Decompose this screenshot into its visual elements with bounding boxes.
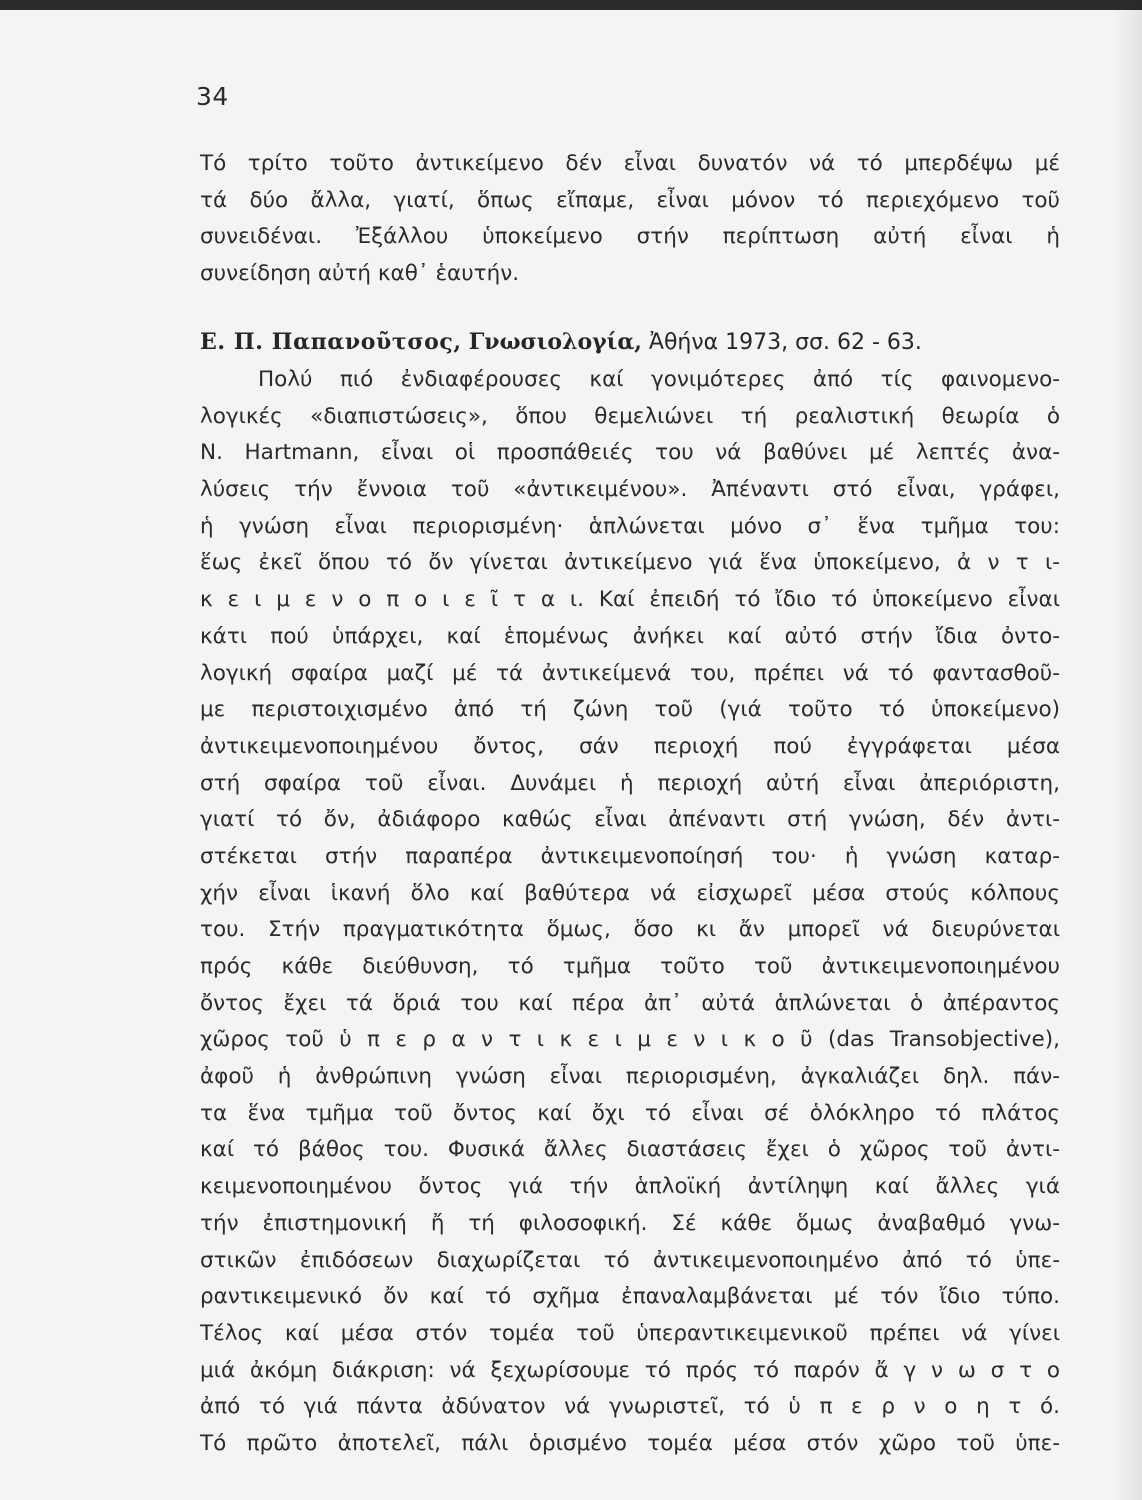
text-line: γιατί τό ὄν, ἀδιάφορο καθώς εἶναι ἀπέναντι στή γνώση, δέν ἀντι- [200,807,1060,833]
text-line: στέκεται στήν παραπέρα ἀντικειμενοποίησή του· ἡ γνώση καταρ- [200,843,1060,869]
text-line: ἀφοῦ ἡ ἀνθρώπινη γνώση εἶναι περιορισμένη, ἀγκαλιάζει δηλ. πάν- [200,1064,1060,1090]
text-line: τα ἕνα τμῆμα τοῦ ὄντος καί ὄχι τό εἶναι σέ ὁλόκληρο τό πλάτος [200,1100,1060,1126]
text-line: ἀπό τό γιά πάντα ἀδύνατον νά γνωριστεῖ, τό ὑ π ε ρ ν ο η τ ό. [200,1394,1060,1420]
text-line: συνείδηση αὐτή καθ᾿ ἑαυτήν. [200,261,520,287]
text-line: κειμενοποιημένου ὄντος γιά τήν ἁπλοϊκή ἀντίληψη καί ἄλλες γιά [200,1174,1060,1200]
text-line: Πολύ πιό ἐνδιαφέρουσες καί γονιμότερες ἀπό τίς φαινομενο- [258,367,1060,392]
bibliographic-reference [200,324,1060,361]
text-line: του. Στήν πραγματικότητα ὅμως, ὅσο κι ἄν μπορεῖ νά διευρύνεται [200,917,1060,943]
text-line: μιά ἀκόμη διάκριση: νά ξεχωρίσουμε τό πρός τό παρόν ἄ γ ν ω σ τ ο [200,1357,1060,1383]
text-line: Τό τρίτο τοῦτο ἀντικείμενο δέν εἶναι δυνατόν νά τό μπερδέψω μέ [200,151,1060,176]
text-line: στικῶν ἐπιδόσεων διαχωρίζεται τό ἀντικειμενοποιημένο ἀπό τό ὑπε- [200,1247,1060,1273]
paragraph-1 [200,146,1060,293]
text-line: ἀντικειμενοποιημένου ὄντος, σάν περιοχή πού ἐγγράφεται μέσα [200,733,1060,759]
text-line: λογικές «διαπιστώσεις», ὅπου θεμελιώνει τή ρεαλιστική θεωρία ὁ [200,403,1060,429]
text-line: ραντικειμενικό ὄν καί τό σχῆμα ἐπαναλαμβάνεται μέ τόν ἴδιο τύπο. [200,1284,1060,1310]
text-line: κ ε ι μ ε ν ο π ο ι ε ῖ τ α ι. Καί ἐπειδή τό ἴδιο τό ὑποκείμενο εἶναι [200,587,1060,613]
reference-author: Ε. Π. Παπανοῦτσος, [200,329,462,355]
text-line: πρός κάθε διεύθυνση, τό τμῆμα τοῦτο τοῦ ἀντικειμενοποιημένου [200,954,1060,979]
text-line: ἡ γνώση εἶναι περιορισμένη· ἁπλώνεται μόνο σ᾿ ἕνα τμῆμα του: [200,513,1060,539]
text-line: καί τό βάθος του. Φυσικά ἄλλες διαστάσεις ἔχει ὁ χῶρος τοῦ ἀντι- [200,1137,1060,1163]
text-line: N. Hartmann, εἶναι οἱ προσπάθειές του νά βαθύνει μέ λεπτές ἀνα- [200,440,1060,466]
text-line: στή σφαίρα τοῦ εἶναι. Δυνάμει ἡ περιοχή αὐτή εἶναι ἀπεριόριστη, [200,770,1060,796]
text-line: τά δύο ἄλλα, γιατί, ὅπως εἴπαμε, εἶναι μόνον τό περιεχόμενο τοῦ [200,187,1060,213]
text-line: τήν ἐπιστημονική ἤ τή φιλοσοφική. Σέ κάθε ὅμως ἀναβαθμό γνω- [200,1210,1060,1236]
page-edge-shadow [1112,0,1142,1500]
text-line: Τέλος καί μέσα στόν τομέα τοῦ ὑπεραντικειμενικοῦ πρέπει νά γίνει [200,1320,1060,1346]
text-line: λύσεις τήν ἔννοια τοῦ «ἀντικειμένου». Ἀπέναντι στό εἶναι, γράφει, [200,477,1060,503]
text-line: Τό πρῶτο ἀποτελεῖ, πάλι ὁρισμένο τομέα μέσα στόν χῶρο τοῦ ὑπε- [200,1430,1060,1456]
reference-work-title: Γνωσιολογία, [468,329,642,355]
scan-top-edge [0,0,1142,10]
text-line: λογική σφαίρα μαζί μέ τά ἀντικείμενά του, πρέπει νά τό φαντασθοῦ- [200,660,1060,686]
text-line: ὄντος ἔχει τά ὅριά του καί πέρα ἀπ᾿ αὐτά ἁπλώνεται ὁ ἀπέραντος [200,990,1060,1016]
reference-publication: Ἀθήνα 1973, σσ. 62 - 63. [648,330,922,355]
text-line: με περιστοιχισμένο ἀπό τή ζώνη τοῦ (γιά τοῦτο τό ὑποκείμενο) [200,697,1060,723]
text-line: κάτι πού ὑπάρχει, καί ἑπομένως ἀνήκει καί αὐτό στήν ἴδια ὀντο- [200,623,1060,649]
text-line: χῶρος τοῦ ὑ π ε ρ α ν τ ι κ ε ι μ ε ν ι κ ο ῦ (das Transobjective), [200,1027,1060,1053]
text-line: ἕως ἐκεῖ ὅπου τό ὄν γίνεται ἀντικείμενο γιά ἕνα ὑποκείμενο, ἀ ν τ ι- [200,550,1060,576]
paragraph-2 [200,362,1060,1463]
page-number: 34 [196,82,229,111]
text-line: συνειδέναι. Ἐξάλλου ὑποκείμενο στήν περίπτωση αὐτή εἶναι ἡ [200,224,1060,250]
text-line: χήν εἶναι ἱκανή ὅλο καί βαθύτερα νά εἰσχωρεῖ μέσα στούς κόλπους [200,880,1060,906]
